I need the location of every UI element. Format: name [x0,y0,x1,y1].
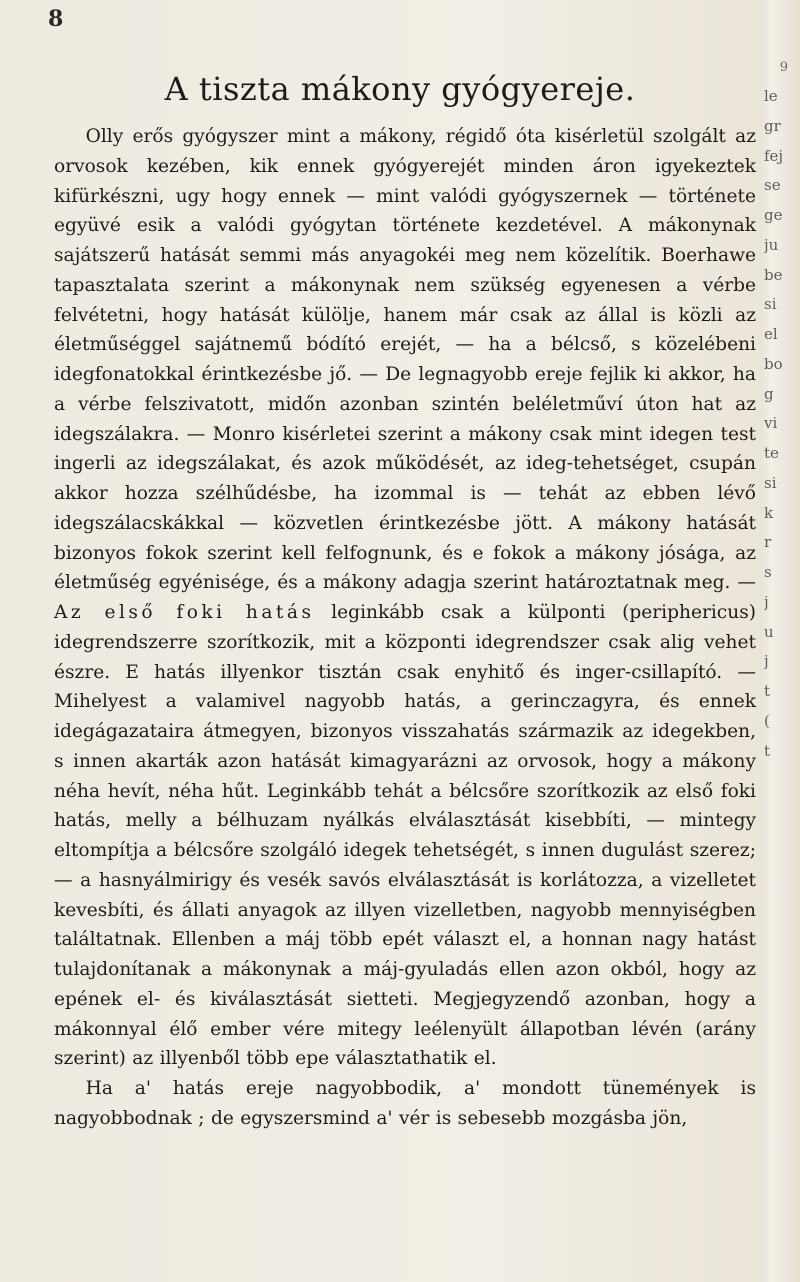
facing-page-fragment: j [764,592,769,611]
facing-page-fragment: si [764,473,777,492]
facing-page-fragment: u [764,622,774,641]
paragraph-1-spaced-emphasis: Az első foki hatás [54,602,315,623]
facing-page-fragment [764,945,794,975]
facing-page-fragment [764,975,794,1005]
facing-page-fragment: r [764,533,772,552]
facing-page-fragment: ju [764,235,779,254]
facing-page-fragment: j [764,652,769,671]
facing-page-fragment: g [764,384,774,403]
facing-page-fragment [764,796,794,826]
facing-page-fragment: le [764,87,778,105]
facing-page-fragment: el [764,325,778,343]
facing-page-fragment [764,1064,794,1094]
facing-page-fragment [764,856,794,886]
page-title: A tiszta mákony gyógyereje. [164,70,636,108]
facing-page-fragment: gr [764,116,781,135]
facing-page-fragment [764,885,794,915]
facing-page-fragment: k [764,503,774,522]
paragraph-1-text-b: leginkább csak a külponti (periphericus) idegrendszerre szorítkozik, mit a központi idegrendszer csak alig vehet észre. E hatás illyenkor tisztán csak enyhitő és inger-csillapító. — Mihelyest a valamivel nagyobb hatás, a gerinczagyra, és ennek idegágazataira átmegyen, bizonyos visszahatás származik az idegekben, s innen akarták azon hatását kimagyarázni az orvosok, hogy a mákony néha hevít, néha hűt. Leginkább tehát a bélcsőre szorítkozik az első foki hatás, melly a bélhuzam nyálkás elválasztását kisebbíti, — mintegy eltompítja a bélcsőre szolgáló idegek tehetségét, s innen dugulást szerez; — a hasnyálmirigy és vesék savós elválasztását is korlátozza, a vizelletet kevesbíti, és állati anyagok az illyen vizelletben, nagyobb mennyiségben találtatnak. Ellenben a máj több epét választ el, a honnan nagy hatást tulajdonítanak a mákonynak a máj-gyuladás ellen azon okból, hogy az epének el- és kiválasztását sietteti. Megjegyzendő azonban, hogy a mákonnyal élő ember vére mitegy leélenyült állapotban lévén (arány szerint) az illyenből több epe választathatik el. [54,602,756,1070]
facing-page-edge [760,0,800,1282]
facing-page-fragment: fej [764,146,784,165]
facing-page-fragment: ge [764,206,783,224]
facing-page-fragment: ( [764,711,770,730]
facing-page-fragments [764,82,794,1123]
facing-page-fragment: se [764,176,781,195]
facing-page-fragment: si [764,295,777,314]
facing-page-fragment: vi [764,414,778,433]
facing-page-fragment [764,1004,794,1034]
body-text [54,122,756,1134]
facing-page-fragment [764,766,794,796]
facing-page-fragment [764,915,794,945]
facing-page-fragment: s [764,563,772,581]
facing-page-fragment: t [764,682,771,700]
paragraph-1-text-a: Olly erős gyógyszer mint a mákony, régidő óta kisérletül szolgált az orvosok kezében, kik ennek gyógyerejét minden áron igyekeztek kifürkészni, ugy hogy ennek — mint valódi gyógyszernek — története együvé esik a valódi gyógytan története kezdetével. A mákonynak sajátszerű hatását semmi más anyagokéi meg nem közelítik. Boerhawe tapasztalata szerint a mákonynak nem szükség egyenesen a vérbe felvétetni, hogy hatását külölje, hanem már csak az állal is közli az életműséggel sajátnemű bódító erejét, — ha a bélcső, s közelébeni idegfonatokkal érintkezésbe jő. — De legnagyobb ereje fejlik ki akkor, ha a vérbe felszivatott, midőn azonban szintén beléletműví úton hat az idegszálakra. — Monro kisérletei szerint a mákony csak mint idegen test ingerli az idegszálakat, és azok működését, az ideg-tehetséget, csupán akkor hozza szélhűdésbe, ha izommal is — tehát az ebben lévő idegszálacskákkal — közvetlen érintkezésbe jött. A mákony hatását bizonyos fokok szerint kell felfognunk, és e fokok a mákony jósága, az életműség egyénisége, és a mákony adagja szerint határoztatnak meg. — [54,126,756,594]
facing-page-fragment: be [764,265,783,284]
paragraph-1 [54,122,756,1074]
facing-page-fragment: t [764,741,771,760]
facing-page-fragment: bo [764,354,783,373]
page-number: 8 [48,6,64,32]
facing-page-fragment [764,1034,794,1064]
facing-page-mark: 9 [779,60,788,75]
paragraph-2: Ha a' hatás ereje nagyobbodik, a' mondott tünemények is nagyobbodnak ; de egyszersmind a' vér is sebesebb mozgásba jön, [54,1078,756,1129]
facing-page-fragment [764,826,794,856]
facing-page-fragment: te [764,444,779,462]
facing-page-fragment [764,1094,794,1124]
